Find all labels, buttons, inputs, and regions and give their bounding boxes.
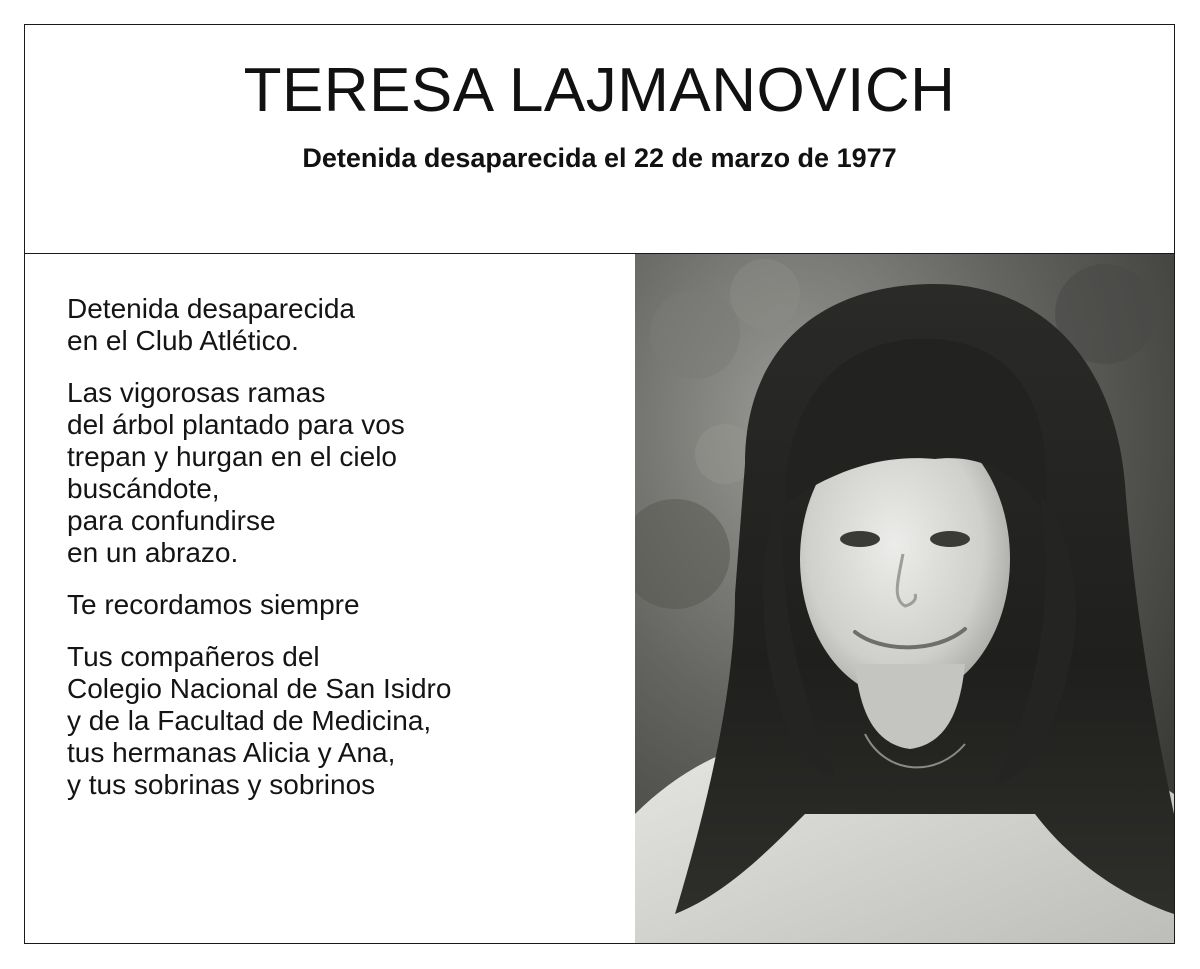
memorial-frame [24,24,1175,944]
disappearance-date: Detenida desaparecida el 22 de marzo de 1977 [302,143,897,173]
memorial-text [67,293,627,821]
stanza-location [67,293,627,357]
stanza-signatories [67,641,627,801]
header [25,25,1174,254]
text-line: en un abrazo. [67,537,239,568]
text-line: trepan y hurgan en el cielo [67,441,397,472]
text-line: del árbol plantado para vos [67,409,405,440]
text-line: Las vigorosas ramas [67,377,326,408]
text-line: Tus compañeros del [67,641,320,672]
text-line: tus hermanas Alicia y Ana, [67,737,396,768]
person-name: TERESA LAJMANOVICH [243,56,956,125]
text-line: buscándote, [67,473,220,504]
text-line: en el Club Atlético. [67,325,299,356]
text-line: para confundirse [67,505,276,536]
text-line: Colegio Nacional de San Isidro [67,673,452,704]
text-line: y de la Facultad de Medicina, [67,705,432,736]
text-line: y tus sobrinas y sobrinos [67,769,376,800]
portrait-photo [635,254,1174,943]
stanza-poem [67,377,627,569]
stanza-remembrance [67,589,627,621]
text-line: Te recordamos siempre [67,589,360,620]
text-line: Detenida desaparecida [67,293,355,324]
portrait-image [635,254,1174,943]
